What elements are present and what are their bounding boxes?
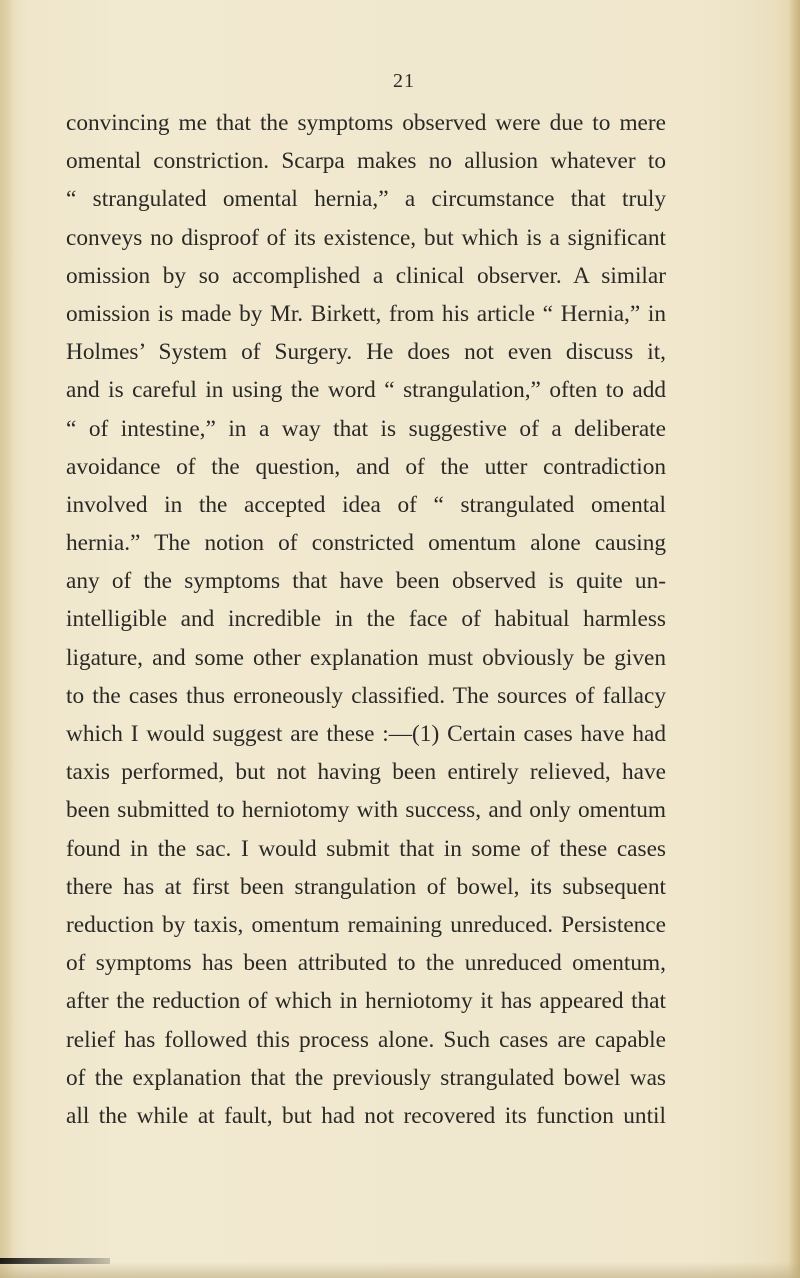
text-line: been submitted to herniotomy with success, and only omentum: [66, 797, 666, 824]
text-line: relief has followed this process alone. Such cases are capable: [66, 1026, 666, 1053]
text-line: of the explanation that the previously strangulated bowel was: [66, 1064, 666, 1091]
text-line: ligature, and some other explanation must obviously be given: [66, 644, 666, 671]
text-line: all the while at fault, but had not recovered its function until: [66, 1102, 666, 1129]
text-line: “ strangulated omental hernia,” a circumstance that truly: [66, 186, 666, 213]
text-line: involved in the accepted idea of “ strangulated omental: [66, 491, 666, 518]
text-line: which I would suggest are these :—(1) Certain cases have had: [66, 721, 666, 747]
page-number: 21: [393, 70, 415, 92]
text-line: hernia.” The notion of constricted omentum alone causing: [66, 530, 666, 557]
page-right-edge: [788, 0, 800, 1278]
text-line: after the reduction of which in herniotomy it has appeared that: [66, 988, 666, 1015]
text-line: intelligible and incredible in the face of habitual harmless: [66, 606, 666, 633]
page-bottom-shadow: [0, 1262, 800, 1278]
text-line: omission by so accomplished a clinical observer. A similar: [66, 262, 666, 289]
text-line: Holmes’ System of Surgery. He does not even discuss it,: [66, 339, 666, 366]
text-line: to the cases thus erroneously classified. The sources of fallacy: [66, 682, 666, 709]
text-line: avoidance of the question, and of the utter contradiction: [66, 453, 666, 480]
text-line: there has at first been strangulation of bowel, its subsequent: [66, 873, 666, 900]
text-line: omission is made by Mr. Birkett, from his article “ Hernia,” in: [66, 300, 666, 327]
text-line: of symptoms has been attributed to the unreduced omentum,: [66, 950, 666, 977]
text-line: “ of intestine,” in a way that is suggestive of a deliberate: [66, 415, 666, 442]
text-line: convincing me that the symptoms observed were due to mere: [66, 110, 666, 136]
text-line: omental constriction. Scarpa makes no allusion whatever to: [66, 148, 666, 175]
text-line: and is careful in using the word “ strangulation,” often to add: [66, 377, 666, 404]
text-line: found in the sac. I would submit that in some of these cases: [66, 835, 666, 862]
text-line: conveys no disproof of its existence, but which is a significant: [66, 224, 666, 251]
text-line: any of the symptoms that have been observed is quite un-: [66, 568, 666, 595]
text-line: reduction by taxis, omentum remaining unreduced. Persistence: [66, 911, 666, 938]
page-left-edge: [0, 0, 14, 1278]
text-line: taxis performed, but not having been entirely relieved, have: [66, 759, 666, 786]
body-text: [66, 104, 666, 1135]
